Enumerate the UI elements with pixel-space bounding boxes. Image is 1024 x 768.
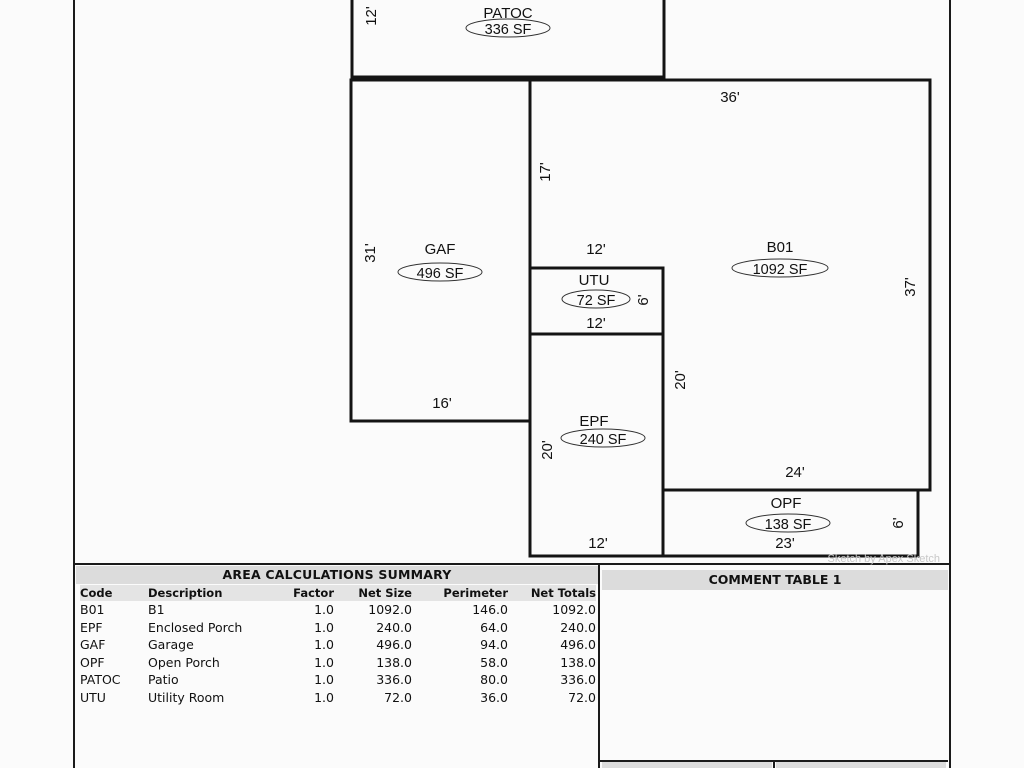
room-epf: [530, 334, 663, 556]
cell-description: Enclosed Porch: [148, 619, 243, 635]
dim-gaf-bottom: 16': [432, 395, 452, 412]
col-net-totals: Net Totals: [508, 585, 596, 601]
cell-description: B1: [148, 602, 165, 618]
cell-net-total: 496.0: [560, 637, 596, 653]
room-area-gaf: 496 SF: [416, 266, 464, 282]
room-gaf: [351, 80, 530, 421]
room-code-opf: OPF: [770, 495, 802, 512]
table-header-row: [80, 585, 596, 601]
cell-net-total: 72.0: [568, 689, 596, 705]
comment-table-2-header-partial: [602, 762, 772, 768]
dim-b01-top: 36': [720, 89, 740, 106]
table-row: [80, 636, 596, 654]
cell-description: Utility Room: [148, 689, 225, 705]
cell-code: PATOC: [80, 672, 121, 688]
dim-b01-left-upper: 17': [537, 162, 554, 182]
dim-b01-bottom: 24': [785, 464, 805, 481]
cell-code: EPF: [80, 619, 103, 635]
col-net-size: Net Size: [334, 585, 412, 601]
room-area-epf: 240 SF: [579, 432, 627, 448]
area-table: [80, 585, 596, 706]
cell-net-size: 336.0: [376, 672, 412, 688]
cell-perimeter: 146.0: [472, 602, 508, 618]
cell-code: OPF: [80, 654, 105, 670]
table-row: [80, 654, 596, 672]
comment-table-3-header-partial: [776, 762, 946, 768]
cell-net-total: 240.0: [560, 619, 596, 635]
dim-epf-left: 20': [539, 440, 556, 460]
room-area-utu: 72 SF: [576, 293, 616, 309]
cell-perimeter: 64.0: [480, 619, 508, 635]
dim-epf-bottom: 12': [588, 535, 608, 552]
dim-patoc-side: 12': [363, 6, 380, 26]
comment-table-1: [602, 570, 948, 768]
room-area-patoc: 336 SF: [484, 22, 532, 38]
col-code: Code: [80, 585, 148, 601]
bottom-table-divider: [773, 760, 775, 768]
room-code-utu: UTU: [578, 272, 610, 289]
cell-factor: 1.0: [314, 654, 334, 670]
cell-factor: 1.0: [314, 689, 334, 705]
cell-description: Garage: [148, 637, 194, 653]
cell-factor: 1.0: [314, 619, 334, 635]
dim-b01-right: 37': [902, 277, 919, 297]
room-utu: [530, 268, 663, 334]
dim-utu-right: 6': [635, 294, 652, 306]
room-code-epf: EPF: [579, 413, 609, 430]
cell-net-size: 72.0: [384, 689, 412, 705]
cell-perimeter: 36.0: [480, 689, 508, 705]
cell-code: GAF: [80, 637, 106, 653]
col-perimeter: Perimeter: [412, 585, 508, 601]
dim-utu-bottom: 12': [586, 315, 606, 332]
cell-description: Open Porch: [148, 654, 220, 670]
room-area-opf: 138 SF: [764, 517, 812, 533]
summary-title: AREA CALCULATIONS SUMMARY: [76, 566, 598, 584]
dim-gaf-left: 31': [362, 243, 379, 263]
cell-net-total: 1092.0: [552, 602, 596, 618]
table-divider: [598, 565, 600, 768]
cell-code: UTU: [80, 689, 106, 705]
dim-b01-left-lower: 20': [672, 370, 689, 390]
table-row: [80, 671, 596, 689]
cell-factor: 1.0: [314, 637, 334, 653]
cell-net-size: 138.0: [376, 654, 412, 670]
table-row: [80, 689, 596, 707]
watermark-text: Sketch by Apex Sketch: [827, 553, 940, 565]
area-calculations-summary: [76, 566, 598, 768]
room-code-gaf: GAF: [424, 241, 456, 258]
col-factor: Factor: [278, 585, 334, 601]
table-row: [80, 619, 596, 637]
dim-opf-bottom: 23': [775, 535, 795, 552]
cell-net-size: 1092.0: [368, 602, 412, 618]
cell-perimeter: 94.0: [480, 637, 508, 653]
cell-perimeter: 58.0: [480, 654, 508, 670]
col-description: Description: [148, 585, 278, 601]
cell-perimeter: 80.0: [480, 672, 508, 688]
comment-table-1-title: COMMENT TABLE 1: [602, 570, 948, 590]
cell-net-total: 138.0: [560, 654, 596, 670]
room-code-patoc: PATOC: [483, 5, 533, 22]
cell-description: Patio: [148, 672, 179, 688]
room-patoc: [352, 0, 664, 77]
dim-b01-inner: 12': [586, 241, 606, 258]
cell-factor: 1.0: [314, 672, 334, 688]
cell-code: B01: [80, 602, 105, 618]
dim-opf-right: 6': [890, 517, 907, 529]
cell-net-total: 336.0: [560, 672, 596, 688]
cell-factor: 1.0: [314, 602, 334, 618]
cell-net-size: 240.0: [376, 619, 412, 635]
room-opf: [663, 490, 918, 556]
cell-net-size: 496.0: [376, 637, 412, 653]
room-code-b01: B01: [766, 239, 794, 256]
table-row: [80, 601, 596, 619]
room-area-b01: 1092 SF: [752, 262, 808, 278]
